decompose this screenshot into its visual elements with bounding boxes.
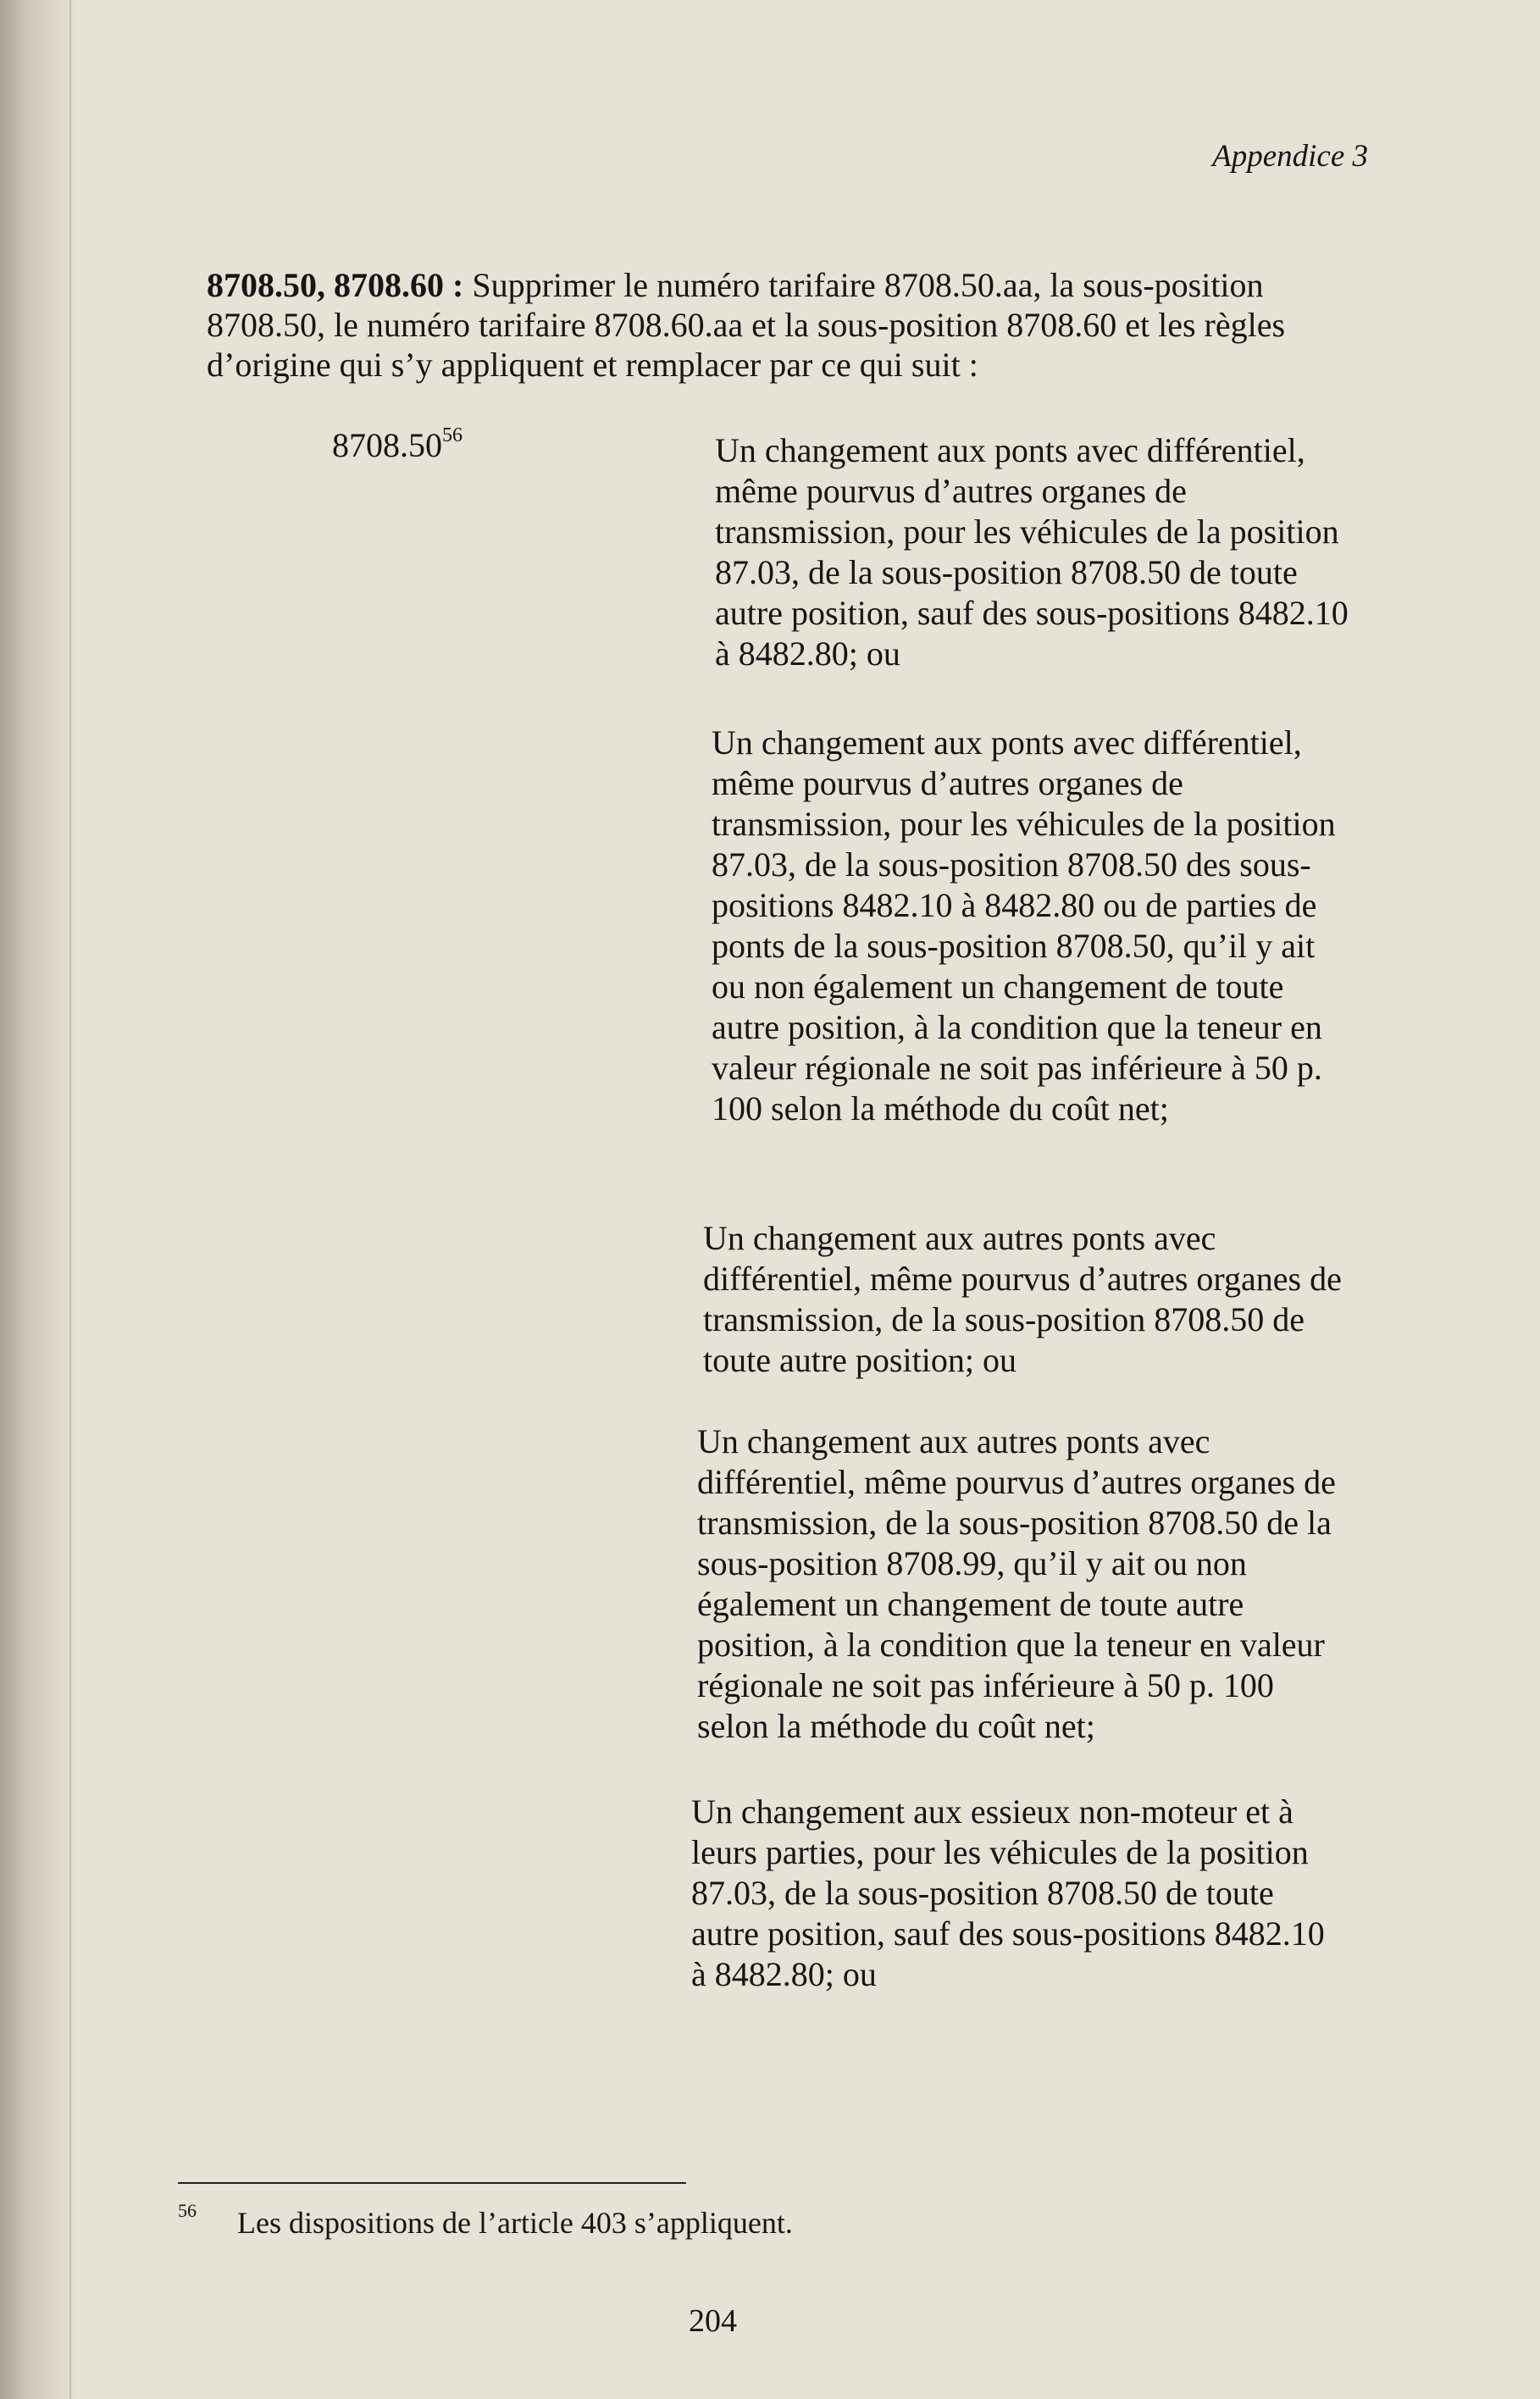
footnote-separator [178, 2182, 686, 2184]
page-gutter-shadow [0, 0, 80, 2399]
origin-rule-4: Un changement aux autres ponts avec différentiel, même pourvus d’autres organes de transmission, de la sous-position 8708.50 de la sous-position 8708.99, qu’il y ait ou non également un changement de toute autre position, à la condition que la teneur en valeur régionale ne soit pas inférieure à 50 p. 100 selon la méthode du coût net; [697, 1422, 1336, 1745]
subheading-number [332, 425, 463, 465]
origin-rule-5: Un changement aux essieux non-moteur et à leurs parties, pour les véhicules de la position 87.03, de la sous-position 8708.50 de toute autre position, sauf des sous-positions 8482.10 à 8482.80; ou [691, 1792, 1325, 1993]
amendment-instruction [207, 265, 1346, 385]
subheading-label: 8708.50 [332, 426, 442, 464]
footnote-mark: 56 [178, 2200, 197, 2221]
page-number: 204 [689, 2303, 737, 2339]
origin-rule-1: Un changement aux ponts avec différentiel, même pourvus d’autres organes de transmission, pour les véhicules de la position 87.03, de la sous-position 8708.50 de toute autre position, sauf des sous-positions 8482.10 à 8482.80; ou [715, 431, 1349, 673]
amendment-headings: 8708.50, 8708.60 : [207, 266, 464, 304]
footnote-reference: 56 [442, 424, 463, 446]
footnote-text: Les dispositions de l’article 403 s’appliquent. [237, 2206, 793, 2240]
amendment-text: Supprimer le numéro tarifaire 8708.50.aa, la sous-position 8708.50, le numéro tarifaire 8708.60.aa et la sous-position 8708.60 et les règles d’origine qui s’y appliquent et remplacer par ce qui suit : [207, 266, 1286, 384]
origin-rule-2: Un changement aux ponts avec différentiel, même pourvus d’autres organes de transmission, pour les véhicules de la position 87.03, de la sous-position 8708.50 des sous-positions 8482.10 à 8482.80 ou de parties de ponts de la sous-position 8708.50, qu’il y ait ou non également un changement de toute autre position, à la condition que la teneur en valeur régionale ne soit pas inférieure à 50 p. 100 selon la méthode du coût net; [712, 723, 1336, 1127]
binding-edge [69, 0, 71, 2399]
origin-rule-3: Un changement aux autres ponts avec différentiel, même pourvus d’autres organes de transmission, de la sous-position 8708.50 de toute autre position; ou [703, 1219, 1342, 1379]
running-head: Appendice 3 [1212, 139, 1368, 174]
